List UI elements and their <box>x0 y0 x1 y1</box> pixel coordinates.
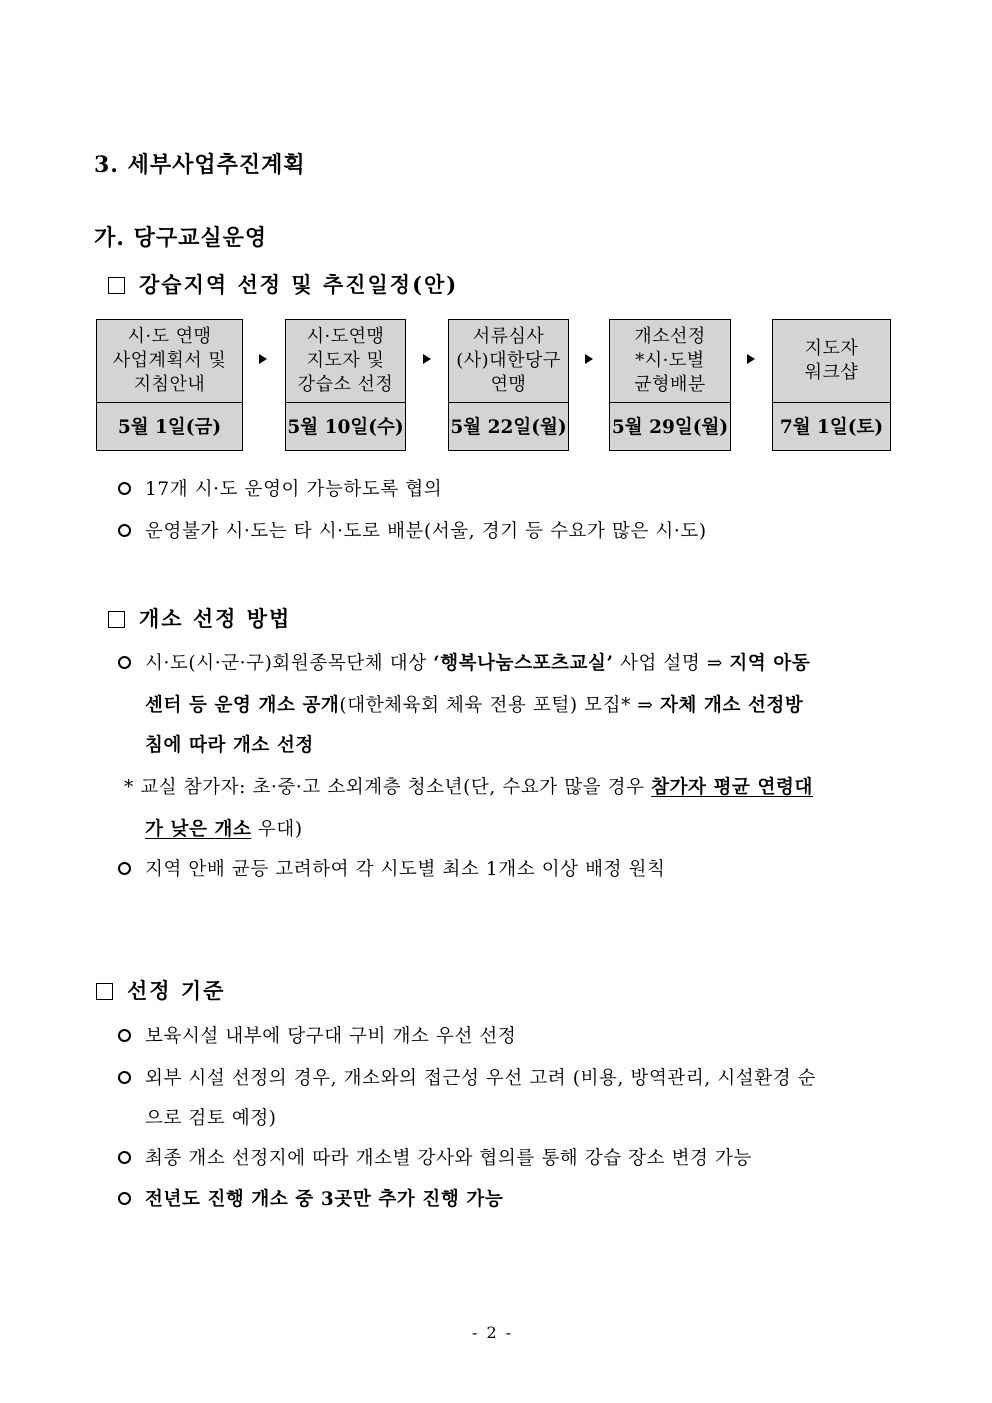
text-run-underlined: 가 낮은 개소 <box>145 819 252 840</box>
step-description <box>773 320 890 403</box>
list-item <box>118 1185 503 1211</box>
section-heading <box>94 148 306 179</box>
list-item <box>118 649 810 675</box>
text-run: 시·도(시·군·구)회원종목단체 대상 <box>145 653 434 674</box>
step-line: 균형배분 <box>634 374 706 395</box>
list-item-text: 보육시설 내부에 당구대 구비 개소 우선 선정 <box>145 1026 517 1047</box>
list-item <box>118 1064 816 1090</box>
list-item-text: 지역 안배 균등 고려하여 각 시도별 최소 1개소 이상 배정 원칙 <box>145 859 666 880</box>
footnote <box>124 773 813 799</box>
step-date: 5월 22일(월) <box>450 417 567 438</box>
step-line: 워크샵 <box>804 362 859 383</box>
text-run-bold: 센터 등 운영 개소 공개 <box>145 695 340 716</box>
list-item-continuation <box>145 731 314 757</box>
schedule-step-2 <box>285 319 406 451</box>
step-description <box>286 320 405 403</box>
list-item-text: 전년도 진행 개소 중 3곳만 추가 진행 가능 <box>145 1189 504 1210</box>
schedule-step-3 <box>448 319 569 451</box>
step-date: 7월 1일(토) <box>779 417 884 438</box>
schedule-step-4 <box>609 319 731 451</box>
checkbox-square-icon <box>108 611 125 628</box>
step-line: 시·도 연맹 <box>127 326 212 347</box>
step-line: (사)대한당구 <box>456 350 561 371</box>
step-description <box>449 320 568 403</box>
section-title: 세부사업추진계획 <box>127 152 306 178</box>
text-run-bold: 침에 따라 개소 선정 <box>145 735 314 756</box>
list-item-text: 으로 검토 예정) <box>145 1108 277 1129</box>
circle-bullet-icon <box>118 1029 131 1042</box>
criteria-title <box>96 975 225 1005</box>
list-item <box>118 1022 516 1048</box>
list-item <box>118 1144 752 1170</box>
list-item <box>118 855 665 881</box>
text-run-bold: 지역 아동 <box>729 653 811 674</box>
footnote-continuation <box>145 815 303 841</box>
list-item-continuation <box>145 691 803 717</box>
list-item-text: 운영불가 시·도는 타 시·도로 배분(서울, 경기 등 수요가 많은 시·도) <box>145 521 707 542</box>
schedule-title <box>108 269 458 299</box>
circle-bullet-icon <box>118 656 131 669</box>
arrow-right-icon <box>747 354 755 364</box>
text-run: 우대) <box>251 819 303 840</box>
method-title-text: 개소 선정 방법 <box>139 606 292 631</box>
step-line: 강습소 선정 <box>297 374 394 395</box>
circle-bullet-icon <box>118 862 131 875</box>
step-date: 5월 29일(월) <box>611 417 729 438</box>
text-run: * 교실 참가자: 초·중·고 소외계층 청소년(단, 수요가 많을 경우 <box>124 777 652 798</box>
text-run: 사업 설명 ⇒ <box>613 653 730 674</box>
text-run-bold: ‘행복나눔스포츠교실’ <box>433 653 614 674</box>
schedule-title-text: 강습지역 선정 및 추진일정(안) <box>139 272 459 297</box>
checkbox-square-icon <box>96 983 113 1000</box>
step-line: 사업계획서 및 <box>112 350 227 371</box>
step-description <box>610 320 730 403</box>
list-item-text: 외부 시설 선정의 경우, 개소와의 접근성 우선 고려 (비용, 방역관리, 시설환경 순 <box>145 1068 817 1089</box>
text-run-underlined: 참가자 평균 연령대 <box>651 777 813 798</box>
list-item <box>118 517 707 543</box>
criteria-title-text: 선정 기준 <box>127 978 226 1003</box>
circle-bullet-icon <box>118 1071 131 1084</box>
list-item-text: 17개 시·도 운영이 가능하도록 협의 <box>145 479 443 500</box>
step-line: 서류심사 <box>472 326 545 347</box>
subsection-title: 당구교실운영 <box>133 225 268 251</box>
subsection-heading <box>94 221 267 252</box>
circle-bullet-icon <box>118 1151 131 1164</box>
checkbox-square-icon <box>108 277 125 294</box>
schedule-step-5 <box>772 319 891 451</box>
step-line: 개소선정 <box>634 326 706 347</box>
step-line: 지침안내 <box>133 374 206 395</box>
page-number: - 2 - <box>472 1323 514 1342</box>
section-number: 3. <box>94 152 119 178</box>
step-line: 지도자 <box>804 338 859 359</box>
step-line: 연맹 <box>490 374 527 395</box>
subsection-label: 가. <box>94 225 125 251</box>
step-date: 5월 1일(금) <box>117 417 222 438</box>
schedule-step-1 <box>96 319 243 451</box>
arrow-right-icon <box>585 354 593 364</box>
text-run-bold: 자체 개소 선정방 <box>660 695 804 716</box>
text-run: (대한체육회 체육 전용 포털) 모집* ⇒ <box>339 695 660 716</box>
step-line: 지도자 및 <box>306 350 385 371</box>
circle-bullet-icon <box>118 524 131 537</box>
arrow-right-icon <box>259 354 267 364</box>
step-line: *시·도별 <box>635 350 705 371</box>
list-item-text: 최종 개소 선정지에 따라 개소별 강사와 협의를 통해 강습 장소 변경 가능 <box>145 1148 752 1169</box>
step-description <box>97 320 242 403</box>
list-item <box>118 475 442 501</box>
method-title <box>108 603 291 633</box>
step-line: 시·도연맹 <box>306 326 385 347</box>
list-item-continuation <box>145 1104 277 1130</box>
circle-bullet-icon <box>118 1192 131 1205</box>
circle-bullet-icon <box>118 482 131 495</box>
step-date: 5월 10일(수) <box>287 417 404 438</box>
arrow-right-icon <box>423 354 431 364</box>
